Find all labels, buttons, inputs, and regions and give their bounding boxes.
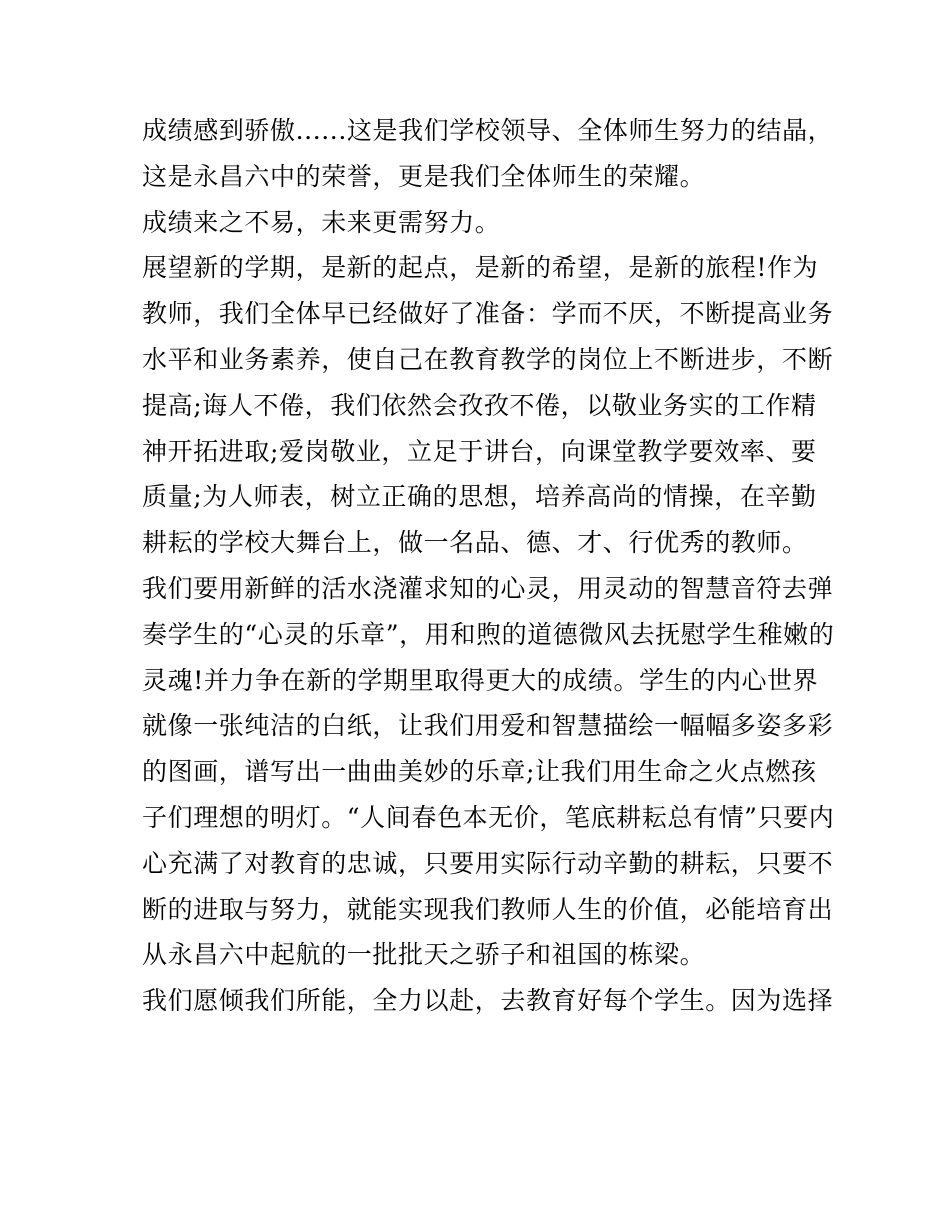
text-line: 奏学生的“心灵的乐章”，用和煦的道德微风去抚慰学生稚嫩的 bbox=[142, 619, 835, 649]
text-line: 断的进取与努力，就能实现我们教师人生的价值，必能培育出 bbox=[142, 894, 834, 924]
text-line: 成绩来之不易，未来更需努力。 bbox=[142, 207, 501, 237]
text-line: 我们要用新鲜的活水浇灌求知的心灵，用灵动的智慧音符去弹 bbox=[142, 573, 834, 603]
text-line: 灵魂!并力争在新的学期里取得更大的成绩。学生的内心世界 bbox=[142, 665, 819, 695]
text-line: 神开拓进取;爱岗敬业，立足于讲台，向课堂教学要效率、要 bbox=[142, 436, 817, 466]
text-line: 教师，我们全体早已经做好了准备：学而不厌，不断提高业务 bbox=[142, 299, 834, 329]
text-line: 水平和业务素养，使自己在教育教学的岗位上不断进步，不断 bbox=[142, 344, 834, 374]
text-line: 耕耘的学校大舞台上，做一名品、德、才、行优秀的教师。 bbox=[142, 528, 808, 558]
document-body bbox=[142, 108, 835, 1024]
text-line: 我们愿倾我们所能，全力以赴，去教育好每个学生。因为选择 bbox=[142, 986, 834, 1016]
text-line: 展望新的学期，是新的起点，是新的希望，是新的旅程!作为 bbox=[142, 253, 819, 283]
text-line: 心充满了对教育的忠诚，只要用实际行动辛勤的耕耘，只要不 bbox=[142, 848, 834, 878]
text-line: 子们理想的明灯。“人间春色本无价，笔底耕耘总有情”只要内 bbox=[142, 802, 835, 832]
text-line: 就像一张纯洁的白纸，让我们用爱和智慧描绘一幅幅多姿多彩 bbox=[142, 711, 834, 741]
text-line: 质量;为人师表，树立正确的思想，培养高尚的情操，在辛勤 bbox=[142, 482, 817, 512]
text-line: 这是永昌六中的荣誉，更是我们全体师生的荣耀。 bbox=[142, 161, 706, 191]
text-line: 的图画，谱写出一曲曲美妙的乐章;让我们用生命之火点燃孩 bbox=[142, 757, 817, 787]
text-line: 提高;诲人不倦，我们依然会孜孜不倦，以敬业务实的工作精 bbox=[142, 390, 817, 420]
text-line: 成绩感到骄傲......这是我们学校领导、全体师生努力的结晶， bbox=[142, 116, 834, 145]
text-line: 从永昌六中起航的一批批天之骄子和祖国的栋梁。 bbox=[142, 940, 706, 970]
